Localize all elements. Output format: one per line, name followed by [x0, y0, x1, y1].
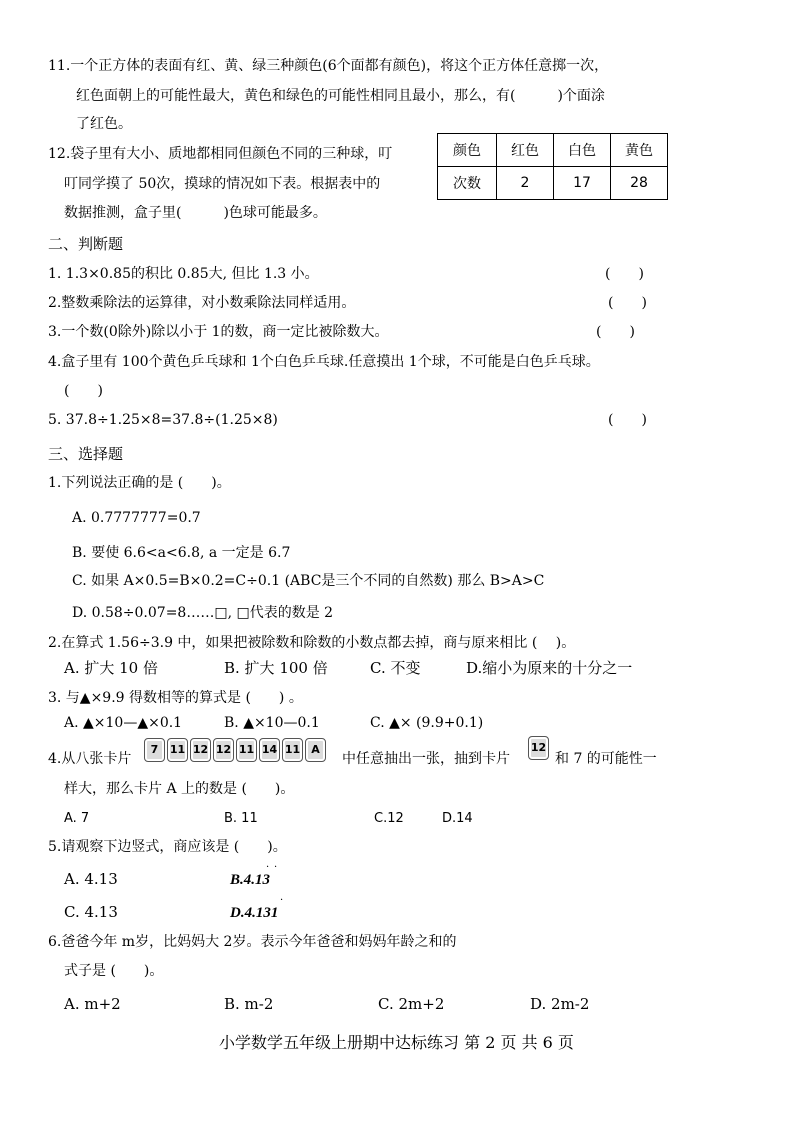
table-cell: 28	[611, 167, 668, 200]
mc4-option-b[interactable]: B. 11	[224, 811, 258, 826]
mc1-stem: 1.下列说法正确的是 ( )。	[48, 475, 231, 491]
q11-line3: 了红色。	[76, 116, 132, 132]
page-footer: 小学数学五年级上册期中达标练习 第 2 页 共 6 页	[219, 1033, 574, 1052]
mc3-option-a[interactable]: A. ▲×10—▲×0.1	[64, 715, 183, 731]
judge-item-3: 3.一个数(0除外)除以小于 1的数，商一定比被除数大。	[48, 324, 389, 340]
mc4-stem-suffix: 和 7 的可能性一	[555, 751, 657, 767]
table-cell: 次数	[438, 167, 497, 200]
mc5-option-c[interactable]: C. 4.13	[64, 903, 118, 921]
mc2-option-a[interactable]: A. 扩大 10 倍	[64, 659, 158, 677]
mc4-stem-middle: 中任意抽出一张，抽到卡片	[342, 751, 510, 767]
q12-line2: 叮同学摸了 50次，摸球的情况如下表。根据表中的	[64, 176, 381, 192]
mc4-option-c[interactable]: C.12	[374, 811, 404, 826]
table-cell: 颜色	[438, 134, 497, 167]
mc3-option-c[interactable]: C. ▲× (9.9+0.1)	[370, 715, 484, 731]
table-cell: 白色	[554, 134, 611, 167]
mc5-stem: 5.请观察下边竖式，商应该是 ( )。	[48, 839, 287, 855]
mc6-option-c[interactable]: C. 2m+2	[378, 995, 445, 1013]
table-cell: 黄色	[611, 134, 668, 167]
mc2-option-b[interactable]: B. 扩大 100 倍	[224, 659, 328, 677]
number-card: 14	[259, 738, 280, 762]
mc1-option-d[interactable]: D. 0.58÷0.07=8……□, □代表的数是 2	[72, 605, 334, 621]
mc4-stem-prefix: 4.从八张卡片	[48, 751, 132, 767]
judge-answer-5[interactable]: ( )	[608, 412, 647, 428]
judge-item-1: 1. 1.3×0.85的积比 0.85大, 但比 1.3 小。	[48, 266, 319, 282]
mc6-option-b[interactable]: B. m-2	[224, 995, 274, 1013]
mc4-stem-line2: 样大，那么卡片 A 上的数是 ( )。	[64, 781, 295, 797]
target-card: 12	[528, 736, 549, 760]
table-header-row	[438, 134, 668, 167]
repeat-dot-icon: ·	[280, 895, 284, 906]
table-row	[438, 167, 668, 200]
repeat-dot-icon: ·	[266, 862, 270, 873]
number-card: 12	[213, 738, 234, 762]
mc5-option-b[interactable]	[230, 862, 278, 890]
number-card: 12	[190, 738, 211, 762]
mc1-option-a[interactable]: A. 0.7777777=0.7	[72, 510, 201, 526]
mc2-option-c[interactable]: C. 不变	[370, 659, 421, 677]
mc3-stem: 3. 与▲×9.9 得数相等的算式是 ( ) 。	[48, 690, 303, 706]
judge-answer-2[interactable]: ( )	[608, 295, 647, 311]
mc2-stem: 2.在算式 1.56÷3.9 中，如果把被除数和除数的小数点都去掉，商与原来相比 ( )。	[48, 635, 576, 651]
judge-answer-4[interactable]: ( )	[64, 383, 103, 399]
ball-count-table	[437, 133, 668, 200]
mc5-option-d[interactable]	[230, 895, 284, 923]
mc4-option-d[interactable]: D.14	[442, 811, 473, 826]
q12-line3: 数据推测，盒子里( )色球可能最多。	[64, 205, 327, 221]
mc6-option-a[interactable]: A. m+2	[64, 995, 121, 1013]
q12-line1: 12.袋子里有大小、质地都相同但颜色不同的三种球，叮	[48, 146, 393, 162]
number-card: 7	[144, 738, 165, 762]
table-cell: 2	[497, 167, 554, 200]
mc6-stem-line2: 式子是 ( )。	[64, 963, 164, 979]
mc1-option-b[interactable]: B. 要使 6.6<a<6.8, a 一定是 6.7	[72, 545, 291, 561]
q11-line1: 11.一个正方体的表面有红、黄、绿三种颜色(6个面都有颜色)，将这个正方体任意掷一次，	[48, 58, 609, 74]
judge-item-4: 4.盒子里有 100个黄色乒乓球和 1个白色乒乓球.任意摸出 1个球，不可能是白色乒乓球。	[48, 354, 600, 370]
table-cell: 17	[554, 167, 611, 200]
judge-item-2: 2.整数乘除法的运算律，对小数乘除法同样适用。	[48, 295, 356, 311]
target-card-wrap	[528, 736, 551, 762]
repeating-decimal: B.4.13	[230, 872, 271, 888]
judge-answer-3[interactable]: ( )	[596, 324, 635, 340]
judge-answer-1[interactable]: ( )	[605, 266, 644, 282]
mc1-option-c[interactable]: C. 如果 A×0.5=B×0.2=C÷0.1 (ABC是三个不同的自然数) 那么 B>A>C	[72, 573, 545, 589]
number-card: 11	[167, 738, 188, 762]
number-card: A	[305, 738, 326, 762]
mc2-option-d[interactable]: D.缩小为原来的十分之一	[466, 659, 633, 677]
q11-line2: 红色面朝上的可能性最大，黄色和绿色的可能性相同且最小，那么，有( )个面涂	[76, 88, 605, 104]
repeating-decimal: D.4.131	[230, 905, 279, 921]
judge-item-5: 5. 37.8÷1.25×8=37.8÷(1.25×8)	[48, 412, 278, 428]
number-card: 11	[236, 738, 257, 762]
mc5-option-a[interactable]: A. 4.13	[64, 870, 118, 888]
mc3-option-b[interactable]: B. ▲×10—0.1	[224, 715, 320, 731]
mc4-option-a[interactable]: A. 7	[64, 811, 90, 826]
section2-title: 二、判断题	[48, 235, 124, 253]
mc6-stem: 6.爸爸今年 m岁，比妈妈大 2岁。表示今年爸爸和妈妈年龄之和的	[48, 934, 457, 950]
table-cell: 红色	[497, 134, 554, 167]
card-row	[144, 738, 328, 764]
number-card: 11	[282, 738, 303, 762]
mc6-option-d[interactable]: D. 2m-2	[530, 995, 590, 1013]
repeat-dot-icon: ·	[274, 862, 278, 873]
section3-title: 三、选择题	[48, 445, 124, 463]
